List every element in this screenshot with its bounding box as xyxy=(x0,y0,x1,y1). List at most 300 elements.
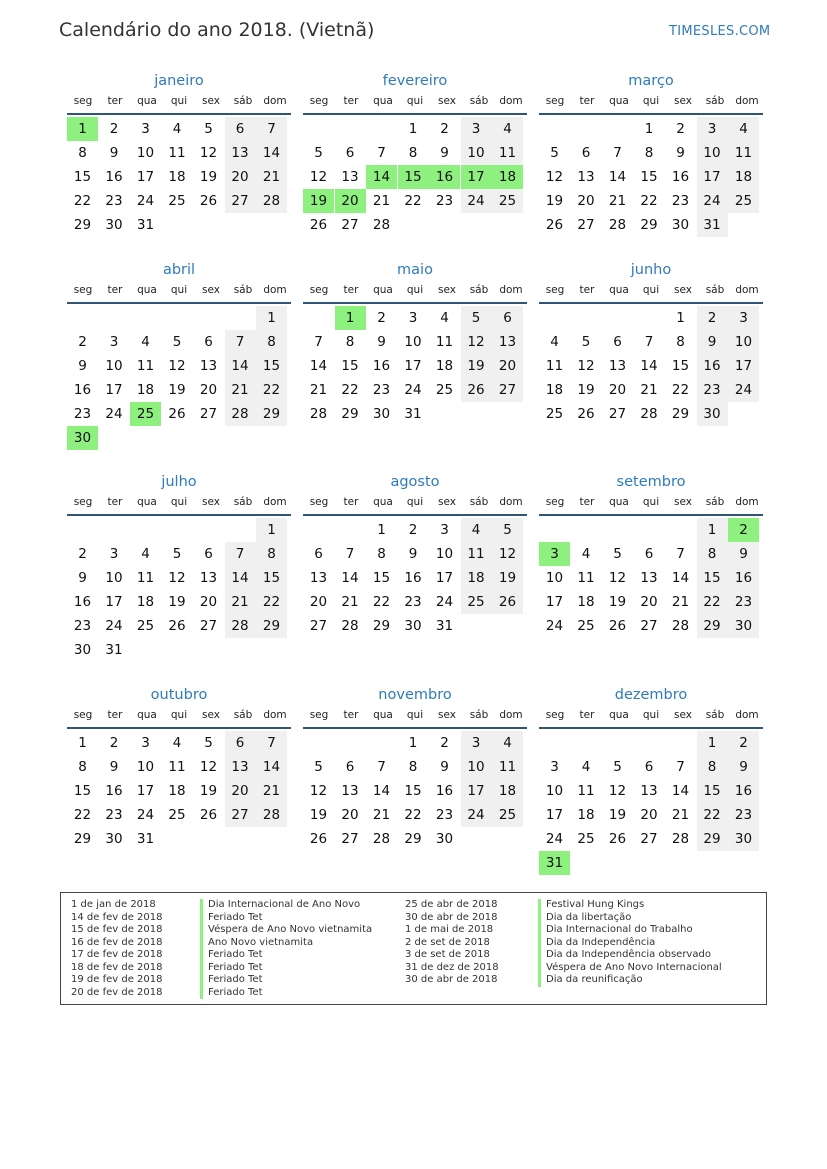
day-cell: 3 xyxy=(461,731,492,755)
day-cell: 27 xyxy=(341,217,359,233)
weekday-label: ter xyxy=(343,709,359,721)
day-cell: 27 xyxy=(640,618,658,634)
weekday-label: ter xyxy=(579,709,595,721)
day-cell: 13 xyxy=(640,570,658,586)
weekday-label: sáb xyxy=(469,95,489,107)
day-cell: 11 xyxy=(136,570,155,586)
day-cell: 26 xyxy=(309,831,328,847)
day-cell: 30 xyxy=(671,217,690,233)
weekday-label: dom xyxy=(499,95,523,107)
day-cell: 18 xyxy=(136,594,155,610)
day-cell: 23 xyxy=(73,406,92,422)
day-cell: 20 xyxy=(225,779,256,803)
day-cell: 19 xyxy=(608,594,627,610)
day-cell: 22 xyxy=(404,193,422,209)
day-cell: 28 xyxy=(225,402,256,426)
weekday-label: seg xyxy=(73,709,93,721)
day-grid xyxy=(539,516,763,660)
legend-holiday-date: 25 de abr de 2018 xyxy=(405,899,498,910)
day-cell: 20 xyxy=(640,594,658,610)
day-cell: 7 xyxy=(644,334,654,350)
day-cell: 2 xyxy=(728,731,759,755)
weekday-label: dom xyxy=(499,496,523,508)
month-name: fevereiro xyxy=(382,73,448,89)
day-cell: 7 xyxy=(676,759,685,775)
weekday-label: qua xyxy=(137,284,157,296)
weekday-label: seg xyxy=(73,284,93,296)
day-cell: 7 xyxy=(314,334,323,350)
day-cell: 31 xyxy=(435,618,454,634)
day-cell: 18 xyxy=(168,169,186,185)
weekday-label: sex xyxy=(674,95,692,107)
day-cell: 16 xyxy=(372,358,391,374)
legend-holiday-name: Dia da libertação xyxy=(538,912,722,925)
day-cell: 27 xyxy=(199,618,218,634)
day-cell: 12 xyxy=(199,759,218,775)
day-cell: 6 xyxy=(345,759,355,775)
day-cell: 29 xyxy=(640,217,658,233)
day-cell: 18 xyxy=(435,358,454,374)
legend-holiday-name: Dia da Independência observado xyxy=(538,949,722,962)
month-name: setembro xyxy=(616,474,686,490)
day-cell: 12 xyxy=(545,169,564,185)
day-cell: 12 xyxy=(309,783,328,799)
day-cell: 2 xyxy=(78,546,87,562)
day-cell: 7 xyxy=(225,330,256,354)
weekday-header xyxy=(539,494,763,516)
day-cell: 13 xyxy=(492,330,523,354)
site-link[interactable]: TIMESLES.COM xyxy=(669,24,771,39)
weekday-label: qui xyxy=(406,496,424,508)
month-name: julho xyxy=(161,474,197,490)
weekday-label: sex xyxy=(438,496,456,508)
day-cell: 30 xyxy=(697,402,728,426)
day-cell: 30 xyxy=(728,614,759,638)
day-cell: 2 xyxy=(676,121,685,137)
weekday-label: dom xyxy=(263,496,287,508)
day-cell: 3 xyxy=(408,310,418,326)
weekday-label: qua xyxy=(137,709,157,721)
day-cell: 1 xyxy=(408,121,418,137)
weekday-label: qua xyxy=(373,709,393,721)
month-setembro xyxy=(539,472,763,660)
day-cell: 1 xyxy=(256,518,287,542)
weekday-label: qua xyxy=(609,496,629,508)
month-name: agosto xyxy=(390,474,440,490)
day-cell: 22 xyxy=(256,590,287,614)
day-cell: 26 xyxy=(492,590,523,614)
legend-holiday-date: 15 de fev de 2018 xyxy=(71,924,163,935)
day-cell: 14 xyxy=(372,783,391,799)
holiday-day-cell: 18 xyxy=(492,165,523,189)
month-dezembro xyxy=(539,685,763,873)
weekday-label: seg xyxy=(309,709,329,721)
day-cell: 18 xyxy=(492,779,523,803)
month-agosto xyxy=(303,472,527,660)
legend-holiday-date: 3 de set de 2018 xyxy=(405,949,490,960)
legend-holiday-date: 30 de abr de 2018 xyxy=(405,911,498,923)
day-cell: 9 xyxy=(377,334,386,350)
day-cell: 21 xyxy=(341,594,359,610)
day-cell: 28 xyxy=(671,831,690,847)
weekday-label: sáb xyxy=(233,709,253,721)
holiday-day-cell: 17 xyxy=(461,165,492,189)
day-cell: 28 xyxy=(372,831,391,847)
day-cell: 31 xyxy=(136,831,155,847)
day-cell: 13 xyxy=(199,358,218,374)
holiday-legend xyxy=(60,892,767,1005)
weekday-label: sex xyxy=(202,95,220,107)
day-cell: 11 xyxy=(577,570,595,586)
month-name: janeiro xyxy=(154,73,204,89)
weekday-label: sáb xyxy=(705,496,725,508)
day-cell: 12 xyxy=(608,570,627,586)
day-cell: 24 xyxy=(105,618,123,634)
legend-holiday-name: Feriado Tet xyxy=(200,974,372,987)
day-cell: 14 xyxy=(256,141,287,165)
day-cell: 18 xyxy=(577,594,595,610)
weekday-label: seg xyxy=(545,95,565,107)
day-cell: 27 xyxy=(492,378,523,402)
day-cell: 15 xyxy=(372,570,391,586)
legend-holiday-name: Feriado Tet xyxy=(200,912,372,925)
day-cell: 15 xyxy=(256,354,287,378)
weekday-label: qui xyxy=(170,284,188,296)
weekday-label: qui xyxy=(170,709,188,721)
month-novembro xyxy=(303,685,527,873)
weekday-label: sex xyxy=(202,709,220,721)
month-junho xyxy=(539,260,763,448)
weekday-label: seg xyxy=(309,95,329,107)
day-cell: 10 xyxy=(545,783,564,799)
holiday-day-cell: 14 xyxy=(366,165,397,189)
legend-holiday-date: 18 de fev de 2018 xyxy=(71,961,163,973)
legend-holiday-name: Véspera de Ano Novo Internacional xyxy=(538,962,722,975)
day-cell: 12 xyxy=(461,330,492,354)
day-cell: 18 xyxy=(577,807,595,823)
legend-holiday-date: 2 de set de 2018 xyxy=(405,936,490,948)
day-cell: 26 xyxy=(309,217,328,233)
day-cell: 27 xyxy=(309,618,328,634)
day-cell: 29 xyxy=(697,614,728,638)
weekday-label: sáb xyxy=(705,284,725,296)
day-cell: 12 xyxy=(168,358,186,374)
day-cell: 19 xyxy=(168,382,186,398)
holiday-day-cell: 25 xyxy=(130,402,161,426)
weekday-label: qui xyxy=(170,496,188,508)
day-cell: 13 xyxy=(199,570,218,586)
weekday-label: qua xyxy=(609,284,629,296)
day-cell: 25 xyxy=(492,803,523,827)
weekday-label: dom xyxy=(263,95,287,107)
holiday-day-cell: 1 xyxy=(335,306,366,330)
weekday-label: seg xyxy=(309,496,329,508)
weekday-label: ter xyxy=(343,496,359,508)
day-grid xyxy=(303,516,527,660)
day-cell: 22 xyxy=(256,378,287,402)
day-cell: 22 xyxy=(341,382,359,398)
day-cell: 26 xyxy=(168,618,186,634)
month-name: outubro xyxy=(150,687,208,703)
day-cell: 27 xyxy=(225,803,256,827)
day-grid xyxy=(539,729,763,873)
day-cell: 25 xyxy=(435,382,454,398)
weekday-header xyxy=(539,707,763,729)
day-cell: 1 xyxy=(644,121,654,137)
day-cell: 3 xyxy=(141,121,150,137)
day-cell: 16 xyxy=(73,594,92,610)
day-cell: 21 xyxy=(309,382,328,398)
weekday-label: sex xyxy=(438,709,456,721)
day-cell: 30 xyxy=(105,217,123,233)
weekday-header xyxy=(67,707,291,729)
day-cell: 28 xyxy=(341,618,359,634)
day-cell: 14 xyxy=(671,783,690,799)
day-cell: 22 xyxy=(697,803,728,827)
day-cell: 20 xyxy=(341,807,359,823)
day-cell: 4 xyxy=(492,731,523,755)
day-cell: 4 xyxy=(581,546,591,562)
day-cell: 18 xyxy=(728,165,759,189)
day-cell: 6 xyxy=(613,334,622,350)
day-cell: 24 xyxy=(728,378,759,402)
weekday-label: ter xyxy=(579,284,595,296)
weekday-label: sex xyxy=(202,284,220,296)
holiday-day-cell: 31 xyxy=(539,851,570,875)
weekday-label: dom xyxy=(499,709,523,721)
weekday-header xyxy=(539,282,763,304)
weekday-header xyxy=(67,282,291,304)
day-cell: 14 xyxy=(256,755,287,779)
day-cell: 4 xyxy=(581,759,591,775)
day-cell: 30 xyxy=(435,831,454,847)
day-cell: 6 xyxy=(581,145,591,161)
day-cell: 28 xyxy=(372,217,391,233)
day-cell: 11 xyxy=(461,542,492,566)
day-cell: 26 xyxy=(608,831,627,847)
day-cell: 22 xyxy=(372,594,391,610)
day-cell: 22 xyxy=(640,193,658,209)
weekday-label: dom xyxy=(263,709,287,721)
day-cell: 26 xyxy=(461,378,492,402)
day-grid xyxy=(67,516,291,660)
legend-holiday-date: 31 de dez de 2018 xyxy=(405,961,499,973)
day-cell: 30 xyxy=(728,827,759,851)
weekday-label: qui xyxy=(406,284,424,296)
day-cell: 10 xyxy=(435,546,454,562)
day-cell: 9 xyxy=(109,759,119,775)
day-cell: 25 xyxy=(168,807,186,823)
day-cell: 1 xyxy=(78,735,87,751)
day-cell: 11 xyxy=(168,759,186,775)
day-cell: 24 xyxy=(697,189,728,213)
day-cell: 30 xyxy=(404,618,422,634)
day-cell: 17 xyxy=(435,570,454,586)
day-cell: 22 xyxy=(73,807,92,823)
day-cell: 9 xyxy=(109,145,119,161)
day-cell: 19 xyxy=(608,807,627,823)
weekday-label: seg xyxy=(309,284,329,296)
day-cell: 28 xyxy=(256,189,287,213)
day-cell: 5 xyxy=(204,121,213,137)
day-cell: 15 xyxy=(404,783,422,799)
day-cell: 6 xyxy=(644,759,654,775)
weekday-label: sáb xyxy=(233,496,253,508)
day-cell: 17 xyxy=(136,169,155,185)
day-cell: 20 xyxy=(199,382,218,398)
day-cell: 10 xyxy=(461,141,492,165)
day-cell: 20 xyxy=(577,193,595,209)
page-title: Calendário do ano 2018. (Vietnã) xyxy=(59,19,375,41)
weekday-label: dom xyxy=(735,709,759,721)
day-cell: 4 xyxy=(141,546,150,562)
day-cell: 9 xyxy=(676,145,685,161)
day-cell: 28 xyxy=(671,618,690,634)
day-cell: 12 xyxy=(309,169,328,185)
day-cell: 15 xyxy=(671,358,690,374)
day-cell: 23 xyxy=(697,378,728,402)
day-cell: 12 xyxy=(168,570,186,586)
day-cell: 25 xyxy=(577,831,595,847)
day-cell: 2 xyxy=(440,735,449,751)
weekday-label: qua xyxy=(373,496,393,508)
weekday-label: sáb xyxy=(469,709,489,721)
day-cell: 10 xyxy=(105,570,123,586)
day-cell: 6 xyxy=(225,117,256,141)
day-cell: 3 xyxy=(461,117,492,141)
day-cell: 10 xyxy=(404,334,422,350)
day-cell: 3 xyxy=(141,735,150,751)
weekday-label: sex xyxy=(202,496,220,508)
day-cell: 21 xyxy=(225,590,256,614)
weekday-label: qua xyxy=(373,95,393,107)
legend-dates-column-2 xyxy=(405,899,499,987)
day-cell: 16 xyxy=(697,354,728,378)
day-cell: 27 xyxy=(640,831,658,847)
weekday-label: dom xyxy=(735,496,759,508)
day-cell: 8 xyxy=(345,334,355,350)
weekday-label: sex xyxy=(438,95,456,107)
day-cell: 24 xyxy=(435,594,454,610)
day-cell: 3 xyxy=(728,306,759,330)
legend-holiday-date: 14 de fev de 2018 xyxy=(71,911,163,923)
weekday-label: dom xyxy=(735,95,759,107)
weekday-label: sáb xyxy=(469,496,489,508)
weekday-label: sáb xyxy=(705,95,725,107)
weekday-label: sáb xyxy=(469,284,489,296)
day-cell: 25 xyxy=(728,189,759,213)
legend-holiday-date: 19 de fev de 2018 xyxy=(71,974,163,985)
weekday-header xyxy=(303,93,527,115)
day-cell: 17 xyxy=(105,594,123,610)
weekday-label: qui xyxy=(406,95,424,107)
day-cell: 25 xyxy=(492,189,523,213)
day-cell: 22 xyxy=(671,382,690,398)
day-cell: 9 xyxy=(728,755,759,779)
legend-holiday-date: 17 de fev de 2018 xyxy=(71,949,163,960)
day-cell: 17 xyxy=(461,779,492,803)
day-cell: 5 xyxy=(314,759,323,775)
holiday-day-cell: 30 xyxy=(67,426,98,450)
weekday-label: seg xyxy=(73,95,93,107)
day-cell: 16 xyxy=(728,779,759,803)
day-cell: 27 xyxy=(608,406,627,422)
day-cell: 3 xyxy=(697,117,728,141)
day-cell: 23 xyxy=(73,618,92,634)
legend-holiday-date: 1 de mai de 2018 xyxy=(405,924,494,935)
day-cell: 16 xyxy=(404,570,422,586)
weekday-label: ter xyxy=(579,95,595,107)
legend-holiday-name: Véspera de Ano Novo vietnamita xyxy=(200,924,372,937)
day-cell: 29 xyxy=(372,618,391,634)
holiday-day-cell: 3 xyxy=(539,542,570,566)
day-cell: 7 xyxy=(345,546,355,562)
day-cell: 7 xyxy=(256,117,287,141)
day-cell: 15 xyxy=(640,169,658,185)
legend-holiday-name: Feriado Tet xyxy=(200,949,372,962)
day-cell: 11 xyxy=(435,334,454,350)
day-cell: 23 xyxy=(372,382,391,398)
day-cell: 1 xyxy=(408,735,418,751)
day-cell: 8 xyxy=(644,145,654,161)
day-cell: 4 xyxy=(728,117,759,141)
weekday-label: qua xyxy=(137,496,157,508)
day-cell: 12 xyxy=(492,542,523,566)
day-cell: 29 xyxy=(404,831,422,847)
day-cell: 16 xyxy=(435,783,454,799)
day-cell: 2 xyxy=(697,306,728,330)
day-cell: 30 xyxy=(105,831,123,847)
day-cell: 6 xyxy=(204,334,213,350)
day-cell: 7 xyxy=(256,731,287,755)
weekday-label: sáb xyxy=(233,95,253,107)
legend-names-column-1 xyxy=(200,899,372,999)
day-cell: 11 xyxy=(577,783,595,799)
day-cell: 21 xyxy=(225,378,256,402)
day-cell: 4 xyxy=(172,121,182,137)
day-cell: 24 xyxy=(461,803,492,827)
day-grid xyxy=(67,115,291,259)
day-cell: 24 xyxy=(136,807,155,823)
day-cell: 26 xyxy=(608,618,627,634)
day-grid xyxy=(303,115,527,259)
day-cell: 5 xyxy=(492,518,523,542)
day-cell: 7 xyxy=(613,145,622,161)
day-cell: 5 xyxy=(550,145,559,161)
day-cell: 14 xyxy=(309,358,328,374)
day-cell: 4 xyxy=(550,334,559,350)
weekday-label: ter xyxy=(579,496,595,508)
day-cell: 14 xyxy=(608,169,627,185)
day-cell: 10 xyxy=(136,759,155,775)
legend-holiday-name: Dia Internacional do Trabalho xyxy=(538,924,722,937)
day-cell: 16 xyxy=(728,566,759,590)
day-cell: 11 xyxy=(492,141,523,165)
day-cell: 3 xyxy=(440,522,449,538)
day-cell: 27 xyxy=(577,217,595,233)
weekday-label: sex xyxy=(438,284,456,296)
day-cell: 10 xyxy=(545,570,564,586)
day-cell: 13 xyxy=(309,570,328,586)
legend-holiday-date: 16 de fev de 2018 xyxy=(71,936,163,948)
day-cell: 16 xyxy=(105,169,123,185)
day-cell: 14 xyxy=(225,354,256,378)
day-cell: 12 xyxy=(577,358,595,374)
month-fevereiro xyxy=(303,71,527,259)
day-cell: 5 xyxy=(172,334,182,350)
legend-dates-column-1 xyxy=(71,899,162,999)
day-cell: 10 xyxy=(105,358,123,374)
